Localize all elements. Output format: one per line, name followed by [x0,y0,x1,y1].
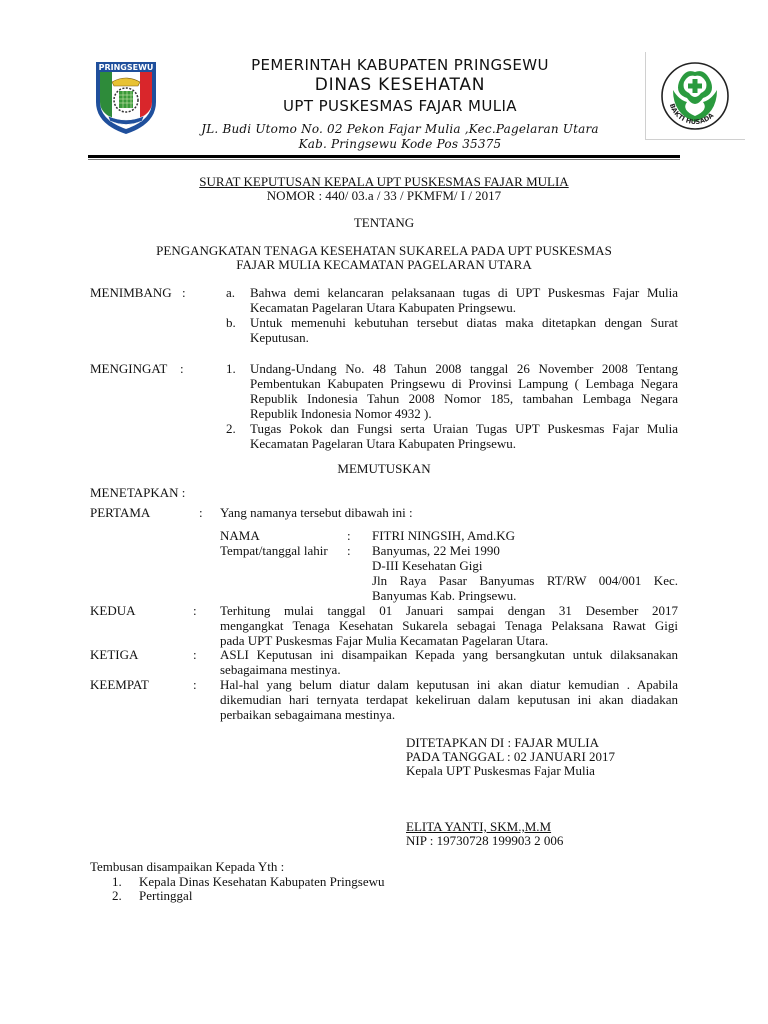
identity-address-line1: Jln Raya Pasar Banyumas RT/RW 004/001 Kec. [372,573,678,588]
signature-place: DITETAPKAN DI : FAJAR MULIA [406,735,599,750]
identity-name-value: FITRI NINGSIH, Amd.KG [372,528,515,543]
mengingat-marker-1: 1. [226,361,236,376]
letterhead-divider-thin [88,159,680,160]
letterhead-divider-thick [88,155,680,158]
menimbang-marker-a: a. [226,285,236,300]
signature-position: Kepala UPT Puskesmas Fajar Mulia [406,763,595,778]
pringsewu-emblem-icon [92,58,160,136]
menimbang-b-line2: Keputusan. [250,330,309,345]
signature-date: PADA TANGGAL : 02 JANUARI 2017 [406,749,616,764]
signatory-nip: NIP : 19730728 199903 2 006 [406,833,564,848]
copies-item-number: 1. [112,874,122,889]
pertama-colon: : [199,505,203,520]
mengingat-1-line3: Republik Indonesia Tahun 2008 Nomor 185, tambahan Lembaga Negara [250,391,678,406]
svg-text:BAKTI HUSADA: BAKTI HUSADA [667,102,716,127]
mengingat-1-line1: Undang-Undang No. 48 Tahun 2008 tanggal 26 November 2008 Tentang [250,361,678,376]
menimbang-b-line1: Untuk memenuhi kebutuhan tersebut diatas maka ditetapkan dengan Surat [250,315,678,330]
copies-item-number: 2. [112,888,122,903]
copies-item-text: Pertinggal [139,888,193,903]
decree-about: TENTANG [353,215,415,230]
ketiga-colon: : [193,647,197,662]
decree-subject-line1: PENGANGKATAN TENAGA KESEHATAN SUKARELA PADA UPT PUSKESMAS [156,243,612,258]
identity-address-line2: Banyumas Kab. Pringsewu. [372,588,517,603]
copies-item-text: Kepala Dinas Kesehatan Kabupaten Pringsewu [139,874,385,889]
decree-subject-line2: FAJAR MULIA KECAMATAN PAGELARAN UTARA [236,257,532,272]
kedua-label: KEDUA [90,603,136,618]
kedua-line3: pada UPT Puskesmas Fajar Mulia Kecamatan Pagelaran Utara. [220,633,549,648]
letterhead-address-line1: JL. Budi Utomo No. 02 Pekon Fajar Mulia ,Kec.Pagelaran Utara [201,122,599,136]
keempat-line3: perbaikan sebagaimana mestinya. [220,707,396,722]
keempat-label: KEEMPAT [90,677,149,692]
mengingat-marker-2: 2. [226,421,236,436]
menimbang-label: MENIMBANG [90,285,172,300]
letterhead-department: DINAS KESEHATAN [314,75,486,95]
ketiga-label: KETIGA [90,647,139,662]
letterhead-government: PEMERINTAH KABUPATEN PRINGSEWU [251,56,549,74]
ketiga-line2: sebagaimana mestinya. [220,662,341,677]
pertama-label: PERTAMA [90,505,151,520]
menimbang-colon: : [182,285,186,300]
letterhead-unit: UPT PUSKESMAS FAJAR MULIA [283,97,517,115]
decision-heading: MEMUTUSKAN [337,461,431,476]
copies-item [112,889,192,904]
identity-birth-label: Tempat/tanggal lahir [220,543,328,558]
bakti-husada-emblem-icon [659,60,731,132]
identity-birth-colon: : [347,543,351,558]
pertama-text: Yang namanya tersebut dibawah ini : [220,505,413,520]
svg-text:PRINGSEWU: PRINGSEWU [98,63,154,72]
kedua-line2: mengangkat Tenaga Kesehatan Sukarela sebagai Tenaga Pelaksana Rawat Gigi [220,618,678,633]
identity-name-colon: : [347,528,351,543]
menimbang-marker-b: b. [226,315,236,330]
keempat-line2: dikemudian hari ternyata terdapat kekeliruan dalam keputusan ini akan diadakan [220,692,678,707]
decree-number: NOMOR : 440/ 03.a / 33 / PKMFM/ I / 2017 [266,188,502,203]
mengingat-1-line2: Pembentukan Kabupaten Pringsewu di Provinsi Lampung ( Lembaga Negara [250,376,678,391]
mengingat-2-line2: Kecamatan Pagelaran Utara Kabupaten Pringsewu. [250,436,517,451]
identity-name-label: NAMA [220,528,260,543]
mengingat-colon: : [180,361,184,376]
kedua-line1: Terhitung mulai tanggal 01 Januari sampai dengan 31 Desember 2017 [220,603,678,618]
decree-title: SURAT KEPUTUSAN KEPALA UPT PUSKESMAS FAJAR MULIA [199,174,569,189]
mengingat-2-line1: Tugas Pokok dan Fungsi serta Uraian Tugas UPT Puskesmas Fajar Mulia [250,421,678,436]
keempat-colon: : [193,677,197,692]
keempat-line1: Hal-hal yang belum diatur dalam keputusan ini akan diatur kemudian . Apabila [220,677,678,692]
kedua-colon: : [193,603,197,618]
menetapkan-label: MENETAPKAN : [90,485,186,500]
menimbang-a-line1: Bahwa demi kelancaran pelaksanaan tugas di UPT Puskesmas Fajar Mulia [250,285,678,300]
letterhead-address-line2: Kab. Pringsewu Kode Pos 35375 [298,137,502,151]
mengingat-1-line4: Republik Indonesia Nomor 4932 ). [250,406,432,421]
identity-education: D-III Kesehatan Gigi [372,558,483,573]
ketiga-line1: ASLI Keputusan ini disampaikan Kepada yang bersangkutan untuk dilaksanakan [220,647,678,662]
signatory-name: ELITA YANTI, SKM.,M.M [406,819,552,834]
menimbang-a-line2: Kecamatan Pagelaran Utara Kabupaten Pringsewu. [250,300,517,315]
copies-title: Tembusan disampaikan Kepada Yth : [90,859,285,874]
identity-birth-value: Banyumas, 22 Mei 1990 [372,543,500,558]
mengingat-label: MENGINGAT [90,361,168,376]
